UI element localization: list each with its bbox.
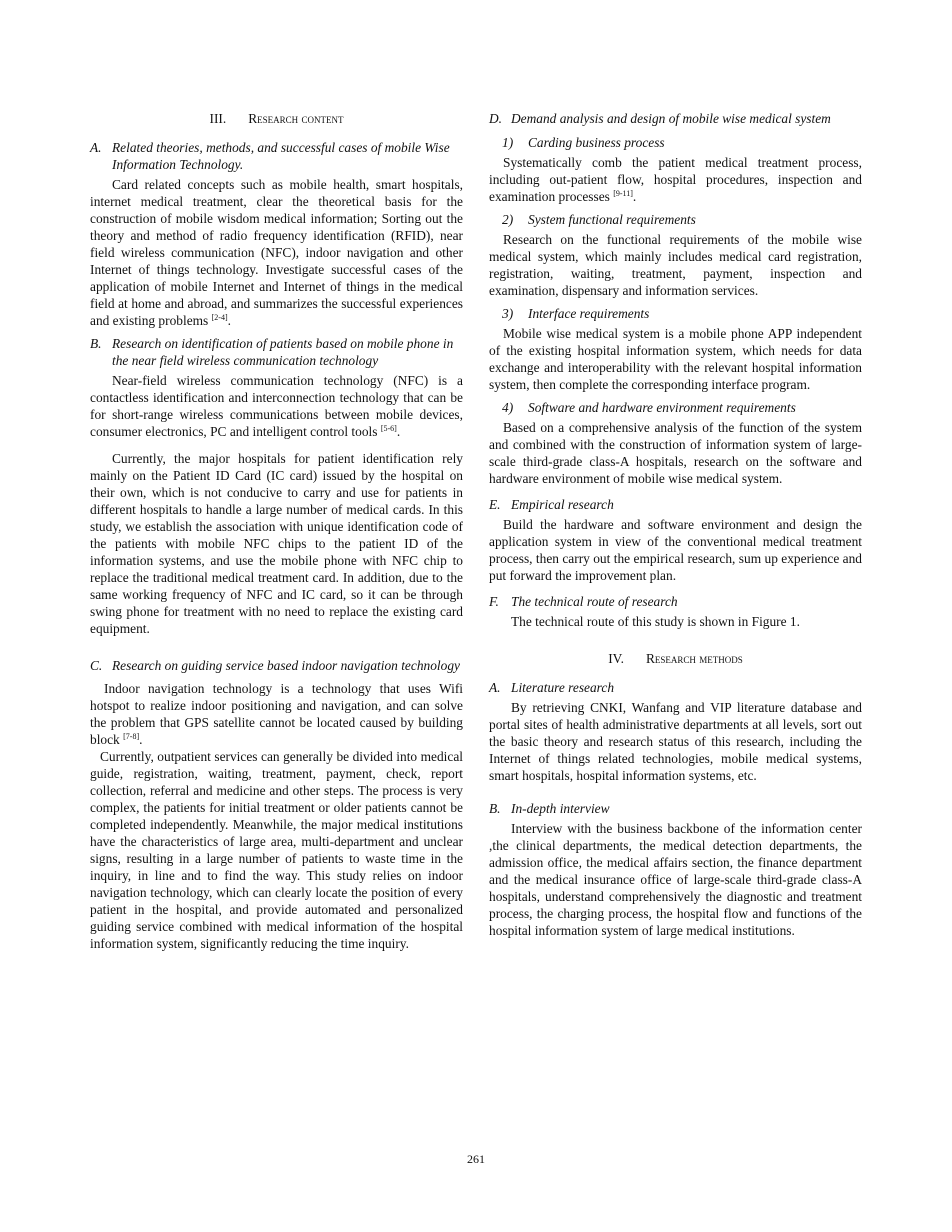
right-column [489,110,862,939]
paragraph: Based on a comprehensive analysis of the function of the system and combined with the construction of information system of large-scale third-grade class-A hospitals, research on the software and hardware environment of mobile wise medical system. [489,420,862,486]
citation: [2-4] [211,313,228,322]
subsubsection-title: Software and hardware environment requirements [528,400,796,415]
subsection-title: Literature research [511,680,615,695]
subsection-letter: C. [90,658,103,673]
subsubsection-heading [489,305,862,322]
paragraph: By retrieving CNKI, Wanfang and VIP literature database and portal sites of health administrative departments at all levels, sort out the basic theory and research status of this research, including the Internet of things related technologies, mobile medical systems, smart hospitals, hospital information systems, etc. [489,700,862,783]
subsection-title: Research on identification of patients based on mobile phone in the near field wireless communication technology [112,336,454,368]
paragraph: Currently, outpatient services can generally be divided into medical guide, registration, waiting, treatment, payment, check, report collection, referral and medicine and other steps. The process is very complex, the patients for initial treatment or older patients cannot be completed independently. Meanwhile, the major medical institutions have the characteristics of large area, multi-department and unclear signs, resulting in a large number of patients to waste time in the inquiry, in line and to find the way. This study relies on indoor navigation technology, which can clearly locate the position of every patient in the hospital, and provide automated and personalized guiding service combined with medical information of the hospital information system, significantly reducing the time inquiry. [90,749,463,951]
subsection-heading-e [489,496,862,513]
subsection-letter: E. [489,497,501,512]
subsection-heading-c [90,657,463,674]
subsection-title: Demand analysis and design of mobile wise medical system [511,111,831,126]
paragraph [489,154,862,205]
subsubsection-number: 4) [502,400,514,415]
subsection-letter: A. [489,680,501,695]
paragraph-end: . [396,424,401,439]
subsection-letter: D. [489,111,503,126]
subsubsection-heading [489,134,862,151]
page-number: 261 [467,1152,485,1166]
citation: [5-6] [380,424,397,433]
subsection-title: Empirical research [511,497,614,512]
paragraph: Interview with the business backbone of the information center ,the clinical departments, the medical detection departments, the admission office, the medical affairs section, the finance department and the medical insurance office of large-scale third-grade class-A hospitals, understand comprehensively the diagnostic and treatment process, the charging process, the hospital flow and functions of the hospital information system of large medical institutions. [489,821,862,938]
citation: [9-11] [613,189,633,198]
section-title: Research content [248,111,344,126]
paragraph: Build the hardware and software environment and design the application system in view of the conventional medical treatment process, then carry out the empirical research, sum up experience and put forward the improvement plan. [489,517,862,583]
paragraph-text: Card related concepts such as mobile health, smart hospitals, internet medical treatment, clear the theoretical basis for the construction of mobile wisdom medical information; Sorting out the theory and method of radio frequency identification (RFID), near field wireless communication (NFC), indoor navigation and other Internet of things technology. Investigate successful cases of the application of mobile Internet and Internet of things in the medical field at home and abroad, and summarizes the successful experiences and existing problems [90,177,463,328]
citation: [7-8] [123,732,140,741]
subsubsection-title: System functional requirements [528,212,696,227]
paragraph: Currently, the major hospitals for patient identification rely mainly on the Patient ID Card (IC card) issued by the hospital on their own, which is not conducive to carry and use for patients in different hospitals to handle a large number of medical cards. In this study, we establish the association with unique identification code of the patients with mobile NFC chips to the patient ID of the information systems, and use the mobile phone with NFC chip to replace the traditional medical treatment card. In addition, due to the same working frequency of NFC and IC card, so it can be through swing phone for treatment with no need to replace the existing card equipment. [90,451,463,636]
paragraph-text: Near-field wireless communication technology (NFC) is a contactless identification and interconnection technology that can be for short-range wireless communications between mobile devices, consumer electronics, PC and intelligent control tools [90,373,463,439]
paragraph [90,680,463,748]
subsubsection-heading [489,211,862,228]
subsection-heading-d [489,110,862,127]
left-column [90,110,463,952]
subsection-letter: B. [489,801,501,816]
paragraph [90,176,463,329]
paragraph-end: . [227,313,231,328]
section-heading-research-content [90,110,463,127]
subsubsection-number: 2) [502,212,514,227]
subsection-letter: A. [90,140,102,155]
subsection-heading-literature [489,679,862,696]
paragraph-end: . [139,732,143,747]
paragraph [90,372,463,440]
section-heading-research-methods [489,650,862,667]
subsubsection-number: 3) [502,306,514,321]
subsubsection-title: Interface requirements [528,306,650,321]
subsubsection-title: Carding business process [528,135,665,150]
paragraph-text: Indoor navigation technology is a technology that uses Wifi hotspot to realize indoor positioning and navigation, and can solve the problem that GPS satellite cannot be located caused by building block [90,681,463,747]
subsection-title: Research on guiding service based indoor navigation technology [112,658,460,673]
paragraph-text: Systematically comb the patient medical treatment process, including out-patient flow, hospital procedures, inspection and examination processes [489,155,862,204]
paragraph: Research on the functional requirements of the mobile wise medical system, which mainly includes medical card registration, registration, waiting, treatment, payment, inspection and examination, dispensary and information services. [489,232,862,298]
paragraph: The technical route of this study is shown in Figure 1. [511,614,800,629]
paragraph-end: . [632,189,637,204]
subsection-heading-b [90,335,463,369]
subsection-letter: B. [90,336,102,351]
section-number: IV. [608,651,624,666]
paragraph: Mobile wise medical system is a mobile phone APP independent of the existing hospital information system, which needs for data exchange and interoperability with the relevant hospital information system, then complete the corresponding interface program. [489,326,862,392]
subsubsection-number: 1) [502,135,514,150]
subsubsection-heading [489,399,862,416]
subsection-heading-f [489,593,862,610]
subsection-heading-interview [489,800,862,817]
subsection-title: Related theories, methods, and successful cases of mobile Wise Information Technology. [112,140,450,172]
subsection-heading-a [90,139,463,173]
section-title: Research methods [645,651,743,666]
section-number: III. [209,111,227,126]
subsection-title: In-depth interview [511,801,610,816]
subsection-letter: F. [489,594,499,609]
subsection-title: The technical route of research [511,594,678,609]
